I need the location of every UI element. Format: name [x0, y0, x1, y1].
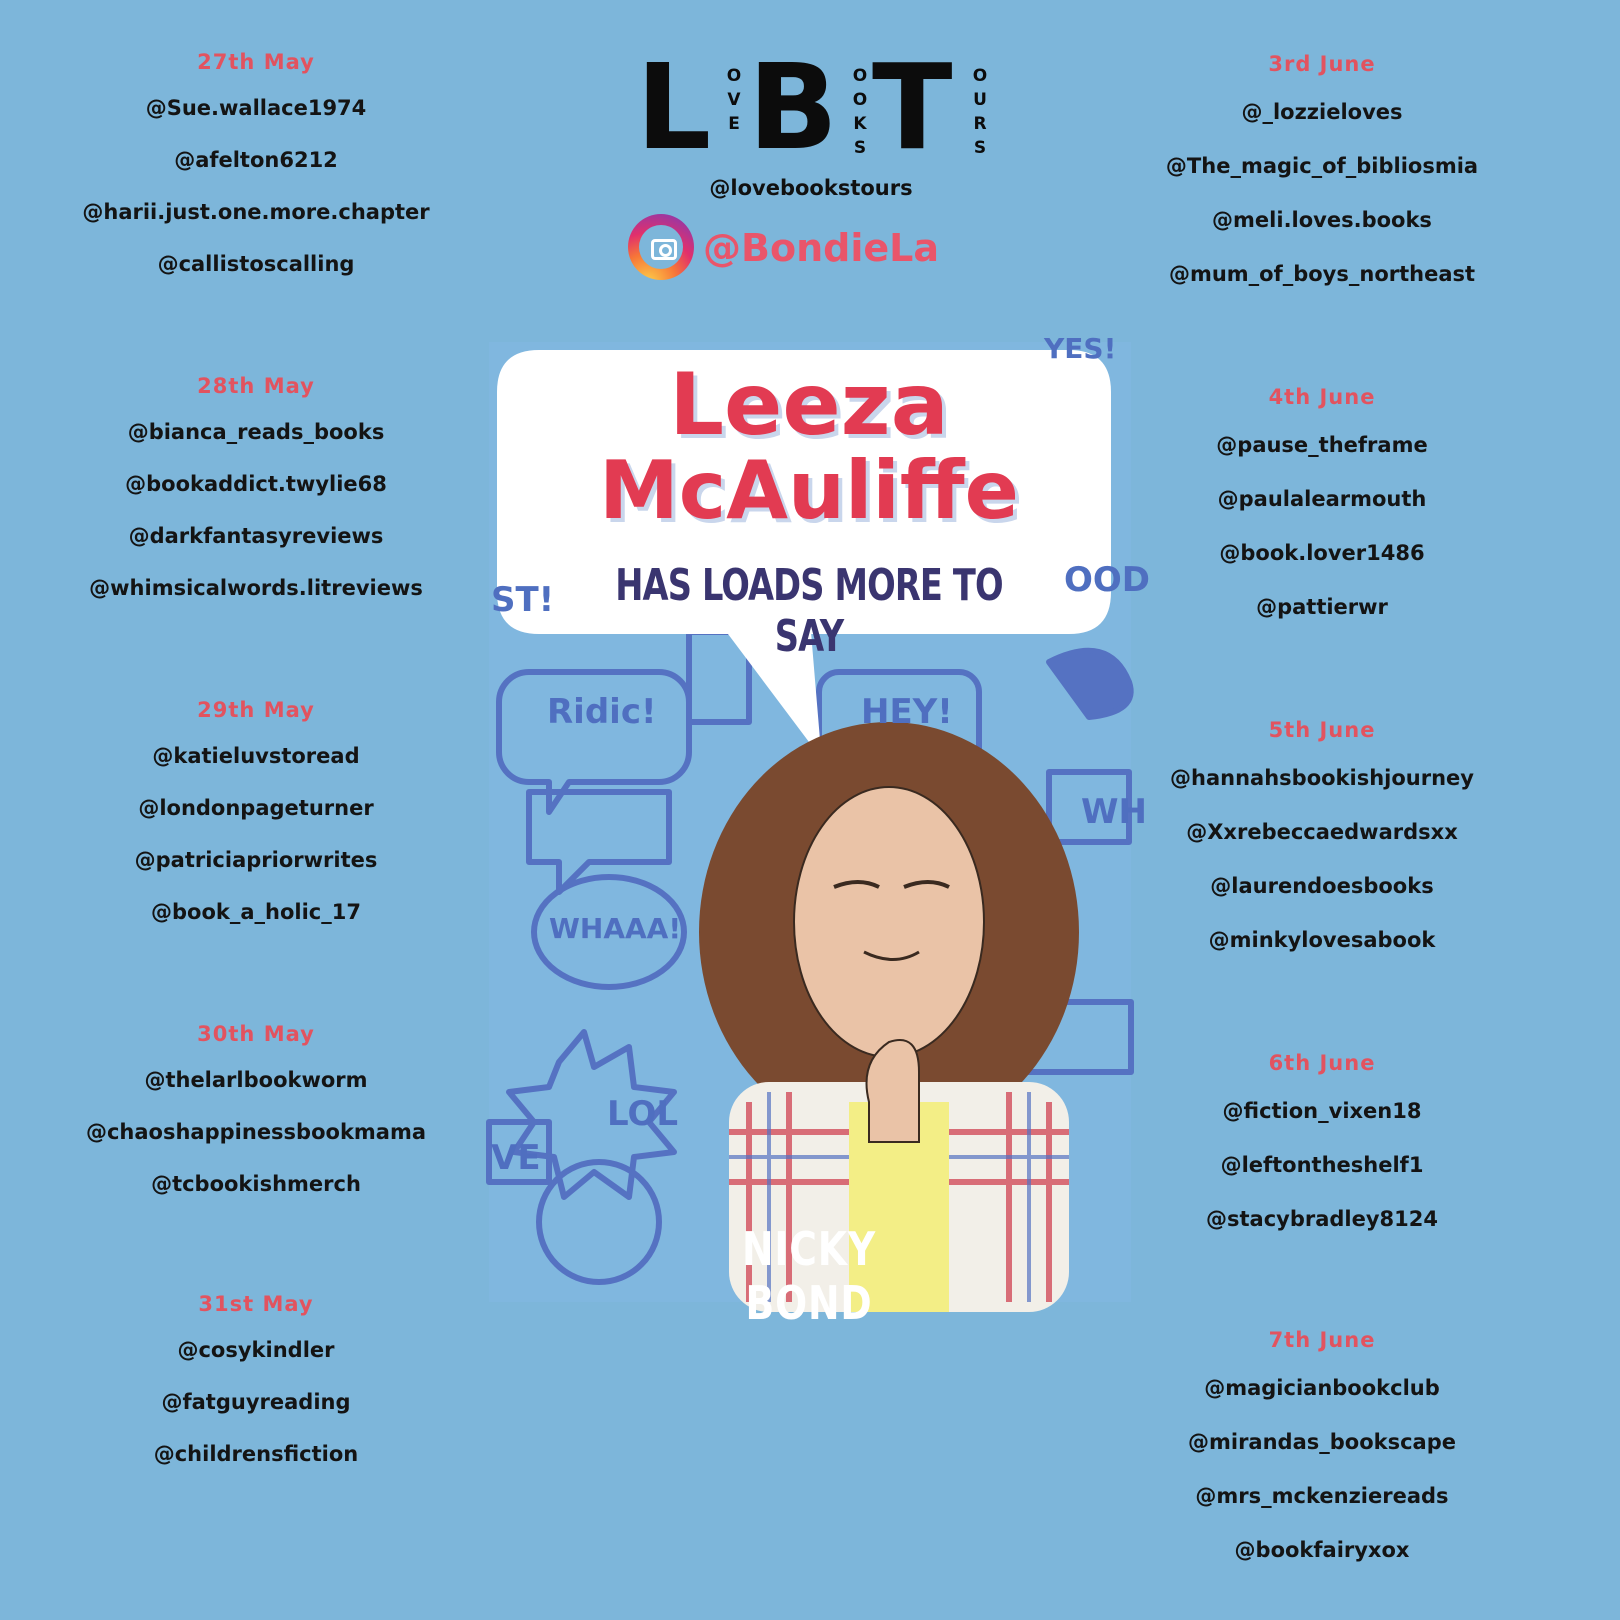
logo-letter-b: B — [748, 38, 838, 176]
logo-word-ove — [720, 66, 744, 147]
book-author: NICKY BOND — [742, 1222, 876, 1330]
blogger-handle: @fiction_vixen18 — [1222, 1099, 1422, 1123]
day-block — [0, 50, 512, 276]
logo-word-ours — [966, 66, 990, 171]
bubble-word: WH — [1081, 792, 1147, 832]
date-label: 7th June — [1268, 1328, 1376, 1352]
blogger-handle: @pattierwr — [1256, 595, 1388, 619]
logo-small-text: OOKS — [850, 66, 870, 162]
blogger-handle: @childrensfiction — [153, 1442, 359, 1466]
blogger-handle: @The_magic_of_bibliosmia — [1165, 154, 1479, 178]
blogger-handle: @bianca_reads_books — [127, 420, 385, 444]
blogger-handle: @meli.loves.books — [1212, 208, 1432, 232]
bubble-word: WHAAA! — [549, 912, 682, 945]
blogger-handle: @whimsicalwords.litreviews — [89, 576, 423, 600]
blogger-handle: @Xxrebeccaedwardsxx — [1186, 820, 1458, 844]
blogger-handle: @minkylovesabook — [1208, 928, 1436, 952]
instagram-icon — [628, 214, 694, 280]
book-subtitle: HAS LOADS MORE TO SAY — [615, 560, 1003, 662]
logo-small-text: OVE — [724, 66, 744, 138]
logo-letter-l: L — [636, 38, 712, 176]
date-label: 31st May — [198, 1292, 314, 1316]
blogger-handle: @_lozzieloves — [1241, 100, 1403, 124]
face — [794, 787, 984, 1057]
blogger-handle: @stacybradley8124 — [1205, 1207, 1438, 1231]
blogger-handle: @laurendoesbooks — [1210, 874, 1434, 898]
blogger-handle: @leftontheshelf1 — [1220, 1153, 1424, 1177]
blogger-handle: @Sue.wallace1974 — [145, 96, 367, 120]
day-block — [0, 374, 512, 600]
blogger-handle: @book_a_holic_17 — [151, 900, 361, 924]
bubble-word: VE — [491, 1138, 541, 1178]
date-label: 28th May — [197, 374, 315, 398]
blogger-handle: @londonpageturner — [138, 796, 374, 820]
host-handle: @BondieLa — [703, 226, 939, 270]
blogger-handle: @bookfairyxox — [1234, 1538, 1410, 1562]
logo-small-text: OURS — [970, 66, 990, 162]
bubble-word: Ridic! — [547, 692, 657, 732]
blogger-handle: @bookaddict.twylie68 — [125, 472, 387, 496]
day-block — [1062, 1051, 1582, 1231]
blogger-handle: @katieluvstoread — [152, 744, 360, 768]
blogger-handle: @hannahsbookishjourney — [1170, 766, 1474, 790]
tours-handle: @lovebookstours — [709, 176, 913, 200]
day-block — [1062, 718, 1582, 952]
hand — [867, 1040, 920, 1142]
bubble-word: OOD — [1064, 560, 1151, 600]
blogger-handle: @fatguyreading — [161, 1390, 351, 1414]
bubble-word: HEY! — [861, 692, 953, 732]
date-label: 29th May — [197, 698, 315, 722]
logo-letter-t: T — [872, 38, 953, 176]
blogger-handle: @mrs_mckenziereads — [1195, 1484, 1449, 1508]
date-label: 5th June — [1268, 718, 1376, 742]
camera-icon — [651, 239, 677, 260]
blogger-handle: @pause_theframe — [1216, 433, 1428, 457]
day-block — [1062, 52, 1582, 286]
blogger-handle: @afelton6212 — [174, 148, 338, 172]
day-block — [0, 698, 512, 924]
blogger-handle: @cosykindler — [177, 1338, 335, 1362]
bubble-word: YES! — [1044, 332, 1117, 365]
lbt-logo — [636, 38, 990, 176]
bubble-word: ST! — [491, 580, 555, 620]
speech-bubble-outline — [539, 1162, 659, 1282]
speech-bubble-filled — [1049, 651, 1131, 717]
date-label: 30th May — [197, 1022, 315, 1046]
book-cover — [489, 332, 1151, 1330]
date-label: 3rd June — [1268, 52, 1376, 76]
blogger-handle: @tcbookishmerch — [151, 1172, 361, 1196]
blogger-handle: @callistoscalling — [157, 252, 355, 276]
blogger-handle: @paulalearmouth — [1217, 487, 1427, 511]
date-label: 6th June — [1268, 1051, 1376, 1075]
instagram-icon-inner — [639, 225, 683, 269]
blogger-handle: @harii.just.one.more.chapter — [82, 200, 430, 224]
date-label: 27th May — [197, 50, 315, 74]
day-block — [0, 1022, 512, 1196]
blogger-handle: @mum_of_boys_northeast — [1168, 262, 1476, 286]
bubble-word: LOL — [607, 1094, 679, 1134]
day-block — [0, 1292, 512, 1466]
book-title-line2: McAuliffe — [599, 444, 1019, 537]
blogger-handle: @thelarlbookworm — [144, 1068, 368, 1092]
blogger-handle: @book.lover1486 — [1219, 541, 1425, 565]
day-block — [1062, 1328, 1582, 1562]
date-label: 4th June — [1268, 385, 1376, 409]
logo-word-ooks — [846, 66, 870, 171]
blogger-handle: @mirandas_bookscape — [1187, 1430, 1456, 1454]
blogger-handle: @magicianbookclub — [1204, 1376, 1440, 1400]
blogger-handle: @chaoshappinessbookmama — [85, 1120, 427, 1144]
book-title-line1: Leeza — [669, 355, 949, 455]
blogger-handle: @darkfantasyreviews — [128, 524, 384, 548]
blogger-handle: @patriciapriorwrites — [134, 848, 378, 872]
